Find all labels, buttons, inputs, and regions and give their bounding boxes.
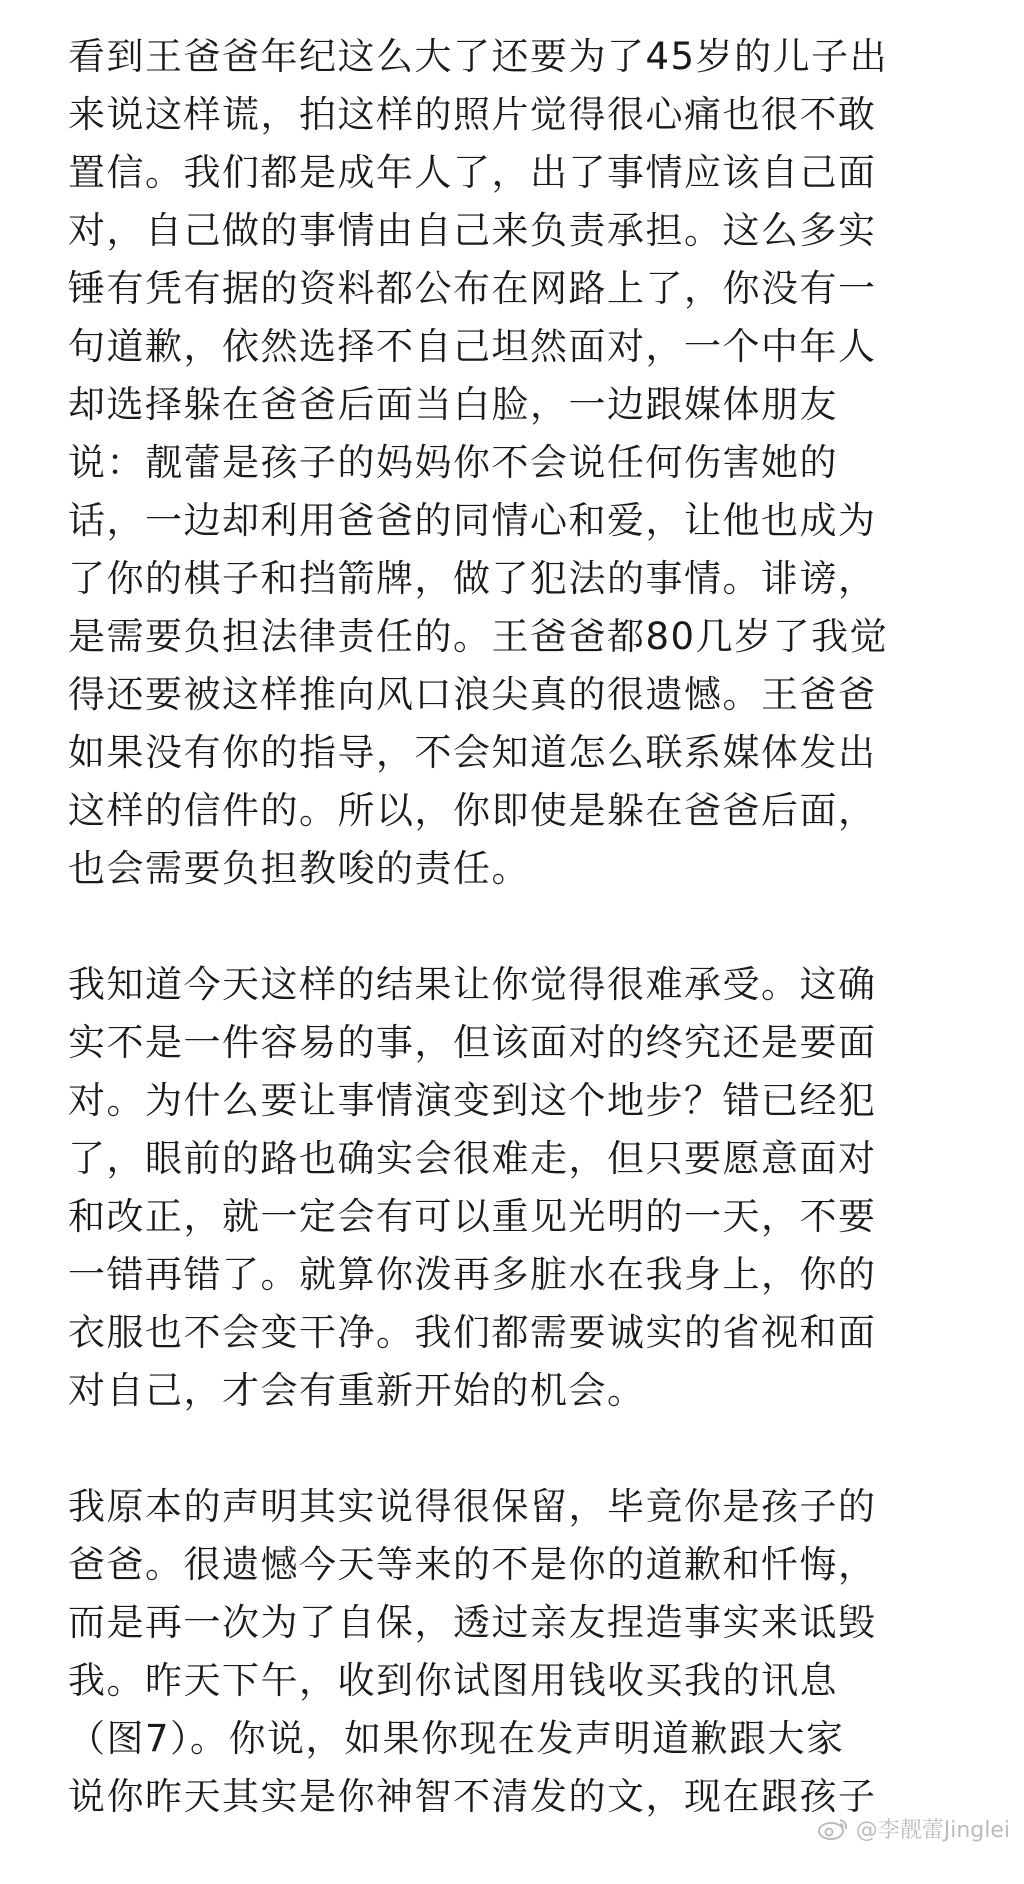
text-line: 我。昨天下午，收到你试图用钱收买我的讯息 xyxy=(68,1659,838,1702)
text-line: 说你昨天其实是你神智不清发的文，现在跟孩子 xyxy=(68,1775,877,1818)
text-line: 和改正，就一定会有可以重见光明的一天，不要 xyxy=(68,1195,877,1238)
text-line: 也会需要负担教唆的责任。 xyxy=(68,847,530,890)
text-line: 我知道今天这样的结果让你觉得很难承受。这确 xyxy=(68,963,877,1006)
text-line: 而是再一次为了自保，透过亲友捏造事实来诋毁 xyxy=(68,1601,877,1644)
text-line: 对，自己做的事情由自己来负责承担。这么多实 xyxy=(68,209,877,252)
text-line: 对自己，才会有重新开始的机会。 xyxy=(68,1369,646,1412)
article-body xyxy=(68,28,968,1884)
text-line: 对。为什么要让事情演变到这个地步？错已经犯 xyxy=(68,1079,877,1122)
text-line: 置信。我们都是成年人了，出了事情应该自己面 xyxy=(68,151,877,194)
text-line: 得还要被这样推向风口浪尖真的很遗憾。王爸爸 xyxy=(68,673,877,716)
text-line: （图7）。你说，如果你现在发声明道歉跟大家 xyxy=(68,1717,845,1760)
paragraph xyxy=(68,956,968,1420)
text-line: 是需要负担法律责任的。王爸爸都80几岁了我觉 xyxy=(68,615,889,658)
text-line: 看到王爸爸年纪这么大了还要为了45岁的儿子出 xyxy=(68,35,889,78)
text-line: 了，眼前的路也确实会很难走，但只要愿意面对 xyxy=(68,1137,877,1180)
text-line: 这样的信件的。所以，你即使是躲在爸爸后面， xyxy=(68,789,877,832)
text-line: 句道歉，依然选择不自己坦然面对，一个中年人 xyxy=(68,325,877,368)
text-line: 了你的棋子和挡箭牌，做了犯法的事情。诽谤， xyxy=(68,557,877,600)
text-line: 却选择躲在爸爸后面当白脸，一边跟媒体朋友 xyxy=(68,383,838,426)
text-line: 话，一边却利用爸爸的同情心和爱，让他也成为 xyxy=(68,499,877,542)
weibo-logo-icon xyxy=(816,1816,850,1842)
watermark-text: @李靓蕾Jinglei xyxy=(855,1818,1010,1843)
text-line: 实不是一件容易的事，但该面对的终究还是要面 xyxy=(68,1021,877,1064)
text-line: 爸爸。很遗憾今天等来的不是你的道歉和忏悔， xyxy=(68,1543,877,1586)
watermark xyxy=(816,1813,1010,1844)
text-line: 说：靓蕾是孩子的妈妈你不会说任何伤害她的 xyxy=(68,441,838,484)
text-line: 来说这样谎，拍这样的照片觉得很心痛也很不敢 xyxy=(68,93,877,136)
paragraph xyxy=(68,28,968,898)
text-line: 如果没有你的指导，不会知道怎么联系媒体发出 xyxy=(68,731,877,774)
text-line: 我原本的声明其实说得很保留，毕竟你是孩子的 xyxy=(68,1485,877,1528)
text-line: 衣服也不会变干净。我们都需要诚实的省视和面 xyxy=(68,1311,877,1354)
text-line: 一错再错了。就算你泼再多脏水在我身上，你的 xyxy=(68,1253,877,1296)
paragraph xyxy=(68,1478,968,1826)
text-line: 锤有凭有据的资料都公布在网路上了，你没有一 xyxy=(68,267,877,310)
